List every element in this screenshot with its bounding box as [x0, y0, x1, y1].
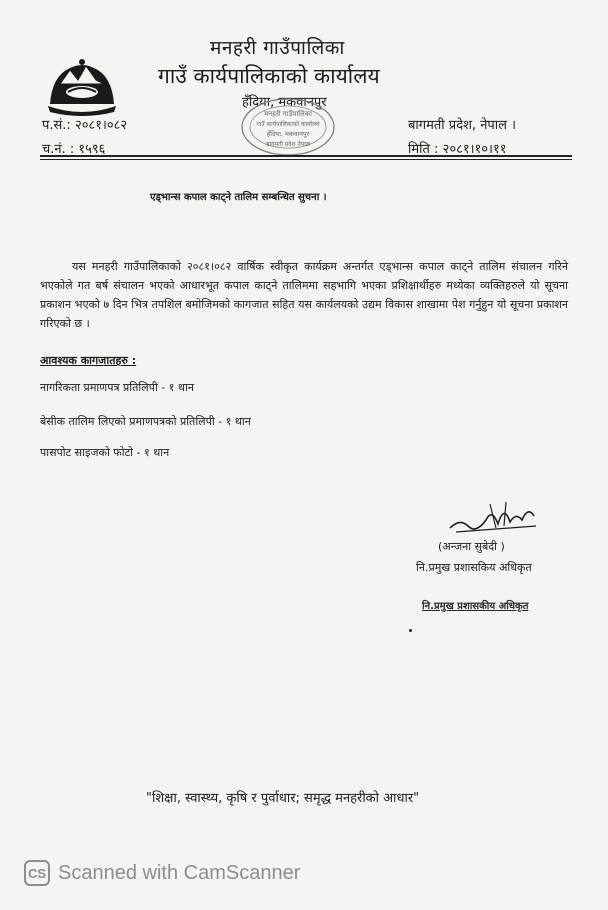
letter-date: मिति : २०८१।१०।११ [408, 142, 507, 157]
seal-text-1: मनहरी गाउँपालिका [264, 110, 312, 118]
signatory-designation: नि.प्रमुख प्रशासकिय अधिकृत [416, 561, 532, 574]
office-address: हँदिया, मकवानपुर [242, 95, 327, 110]
designation-stamp: नि.प्रमुख प्रशासकीय अधिकृत [422, 601, 529, 612]
seal-text-2: गाउँ कार्यपालिकाको कार्यालय [256, 121, 320, 128]
notice-subject: एड्भान्स कपाल काट्ने तालिम सम्बन्धित सुचना । [150, 192, 327, 203]
nepal-emblem-icon [44, 54, 120, 116]
province-label: बागमती प्रदेश, नेपाल । [408, 118, 517, 133]
office-title-line2: गाउँ कार्यपालिकाको कार्यालय [158, 64, 380, 88]
signatory-name: (अन्जना सुबेदी ) [438, 540, 505, 553]
footer-slogan: "शिक्षा, स्वास्थ्य, कृषि र पुर्वाधार; समृद्ध मनहरीको आधार" [146, 791, 420, 806]
office-title-line1: मनहरी गाउँपालिका [210, 37, 345, 59]
notice-body: यस मनहरी गाउँपालिकाको २०८१।०८२ वार्षिक स्वीकृत कार्यक्रम अन्तर्गत एड्भान्स कपाल काट्ने तालिम संचालन गरिने भएकोले गत बर्ष संचालन भएको आधारभूत कपाल काट्ने तालिममा सहभागि भएका प्रशिक्षार्थीहरु मध्येका व्यक्तिहरुले यो सूचना प्रकाशन भएको ७ दिन भित्र तपशिल बमोजिमको कागजात सहित यस कार्यलयको उद्यम विकास शाखामा पेश गर्नुहुन यो सूचना प्रकाशन गरिएको छ । [40, 260, 568, 330]
camscanner-text: Scanned with CamScanner [58, 861, 301, 884]
seal-text-4: बागमती प्रदेश नेपाल [266, 141, 310, 148]
dispatch-number: च.नं. : १५९६ [42, 142, 106, 157]
document-item: पासपोट साइजको फोटो - १ थान [40, 446, 170, 459]
office-seal-icon [238, 96, 338, 158]
camscanner-logo-icon: CS [24, 860, 50, 886]
ink-dot [409, 629, 412, 632]
reference-number: प.सं.: २०८१।०८२ [42, 118, 128, 133]
signature-icon [446, 498, 542, 542]
header-divider-thick [40, 155, 572, 157]
document-item: नागरिकता प्रमाणपत्र प्रतिलिपी - १ थान [40, 381, 194, 394]
document-item: बेसीक तालिम लिएको प्रमाणपत्रको प्रतिलिपी - १ थान [40, 415, 251, 428]
seal-text-3: हँदिया, मकवानपुर [266, 130, 310, 138]
required-documents-heading: आवश्यक कागजातहरु : [40, 354, 137, 367]
header-divider-thin [40, 159, 572, 160]
camscanner-watermark [24, 860, 300, 886]
